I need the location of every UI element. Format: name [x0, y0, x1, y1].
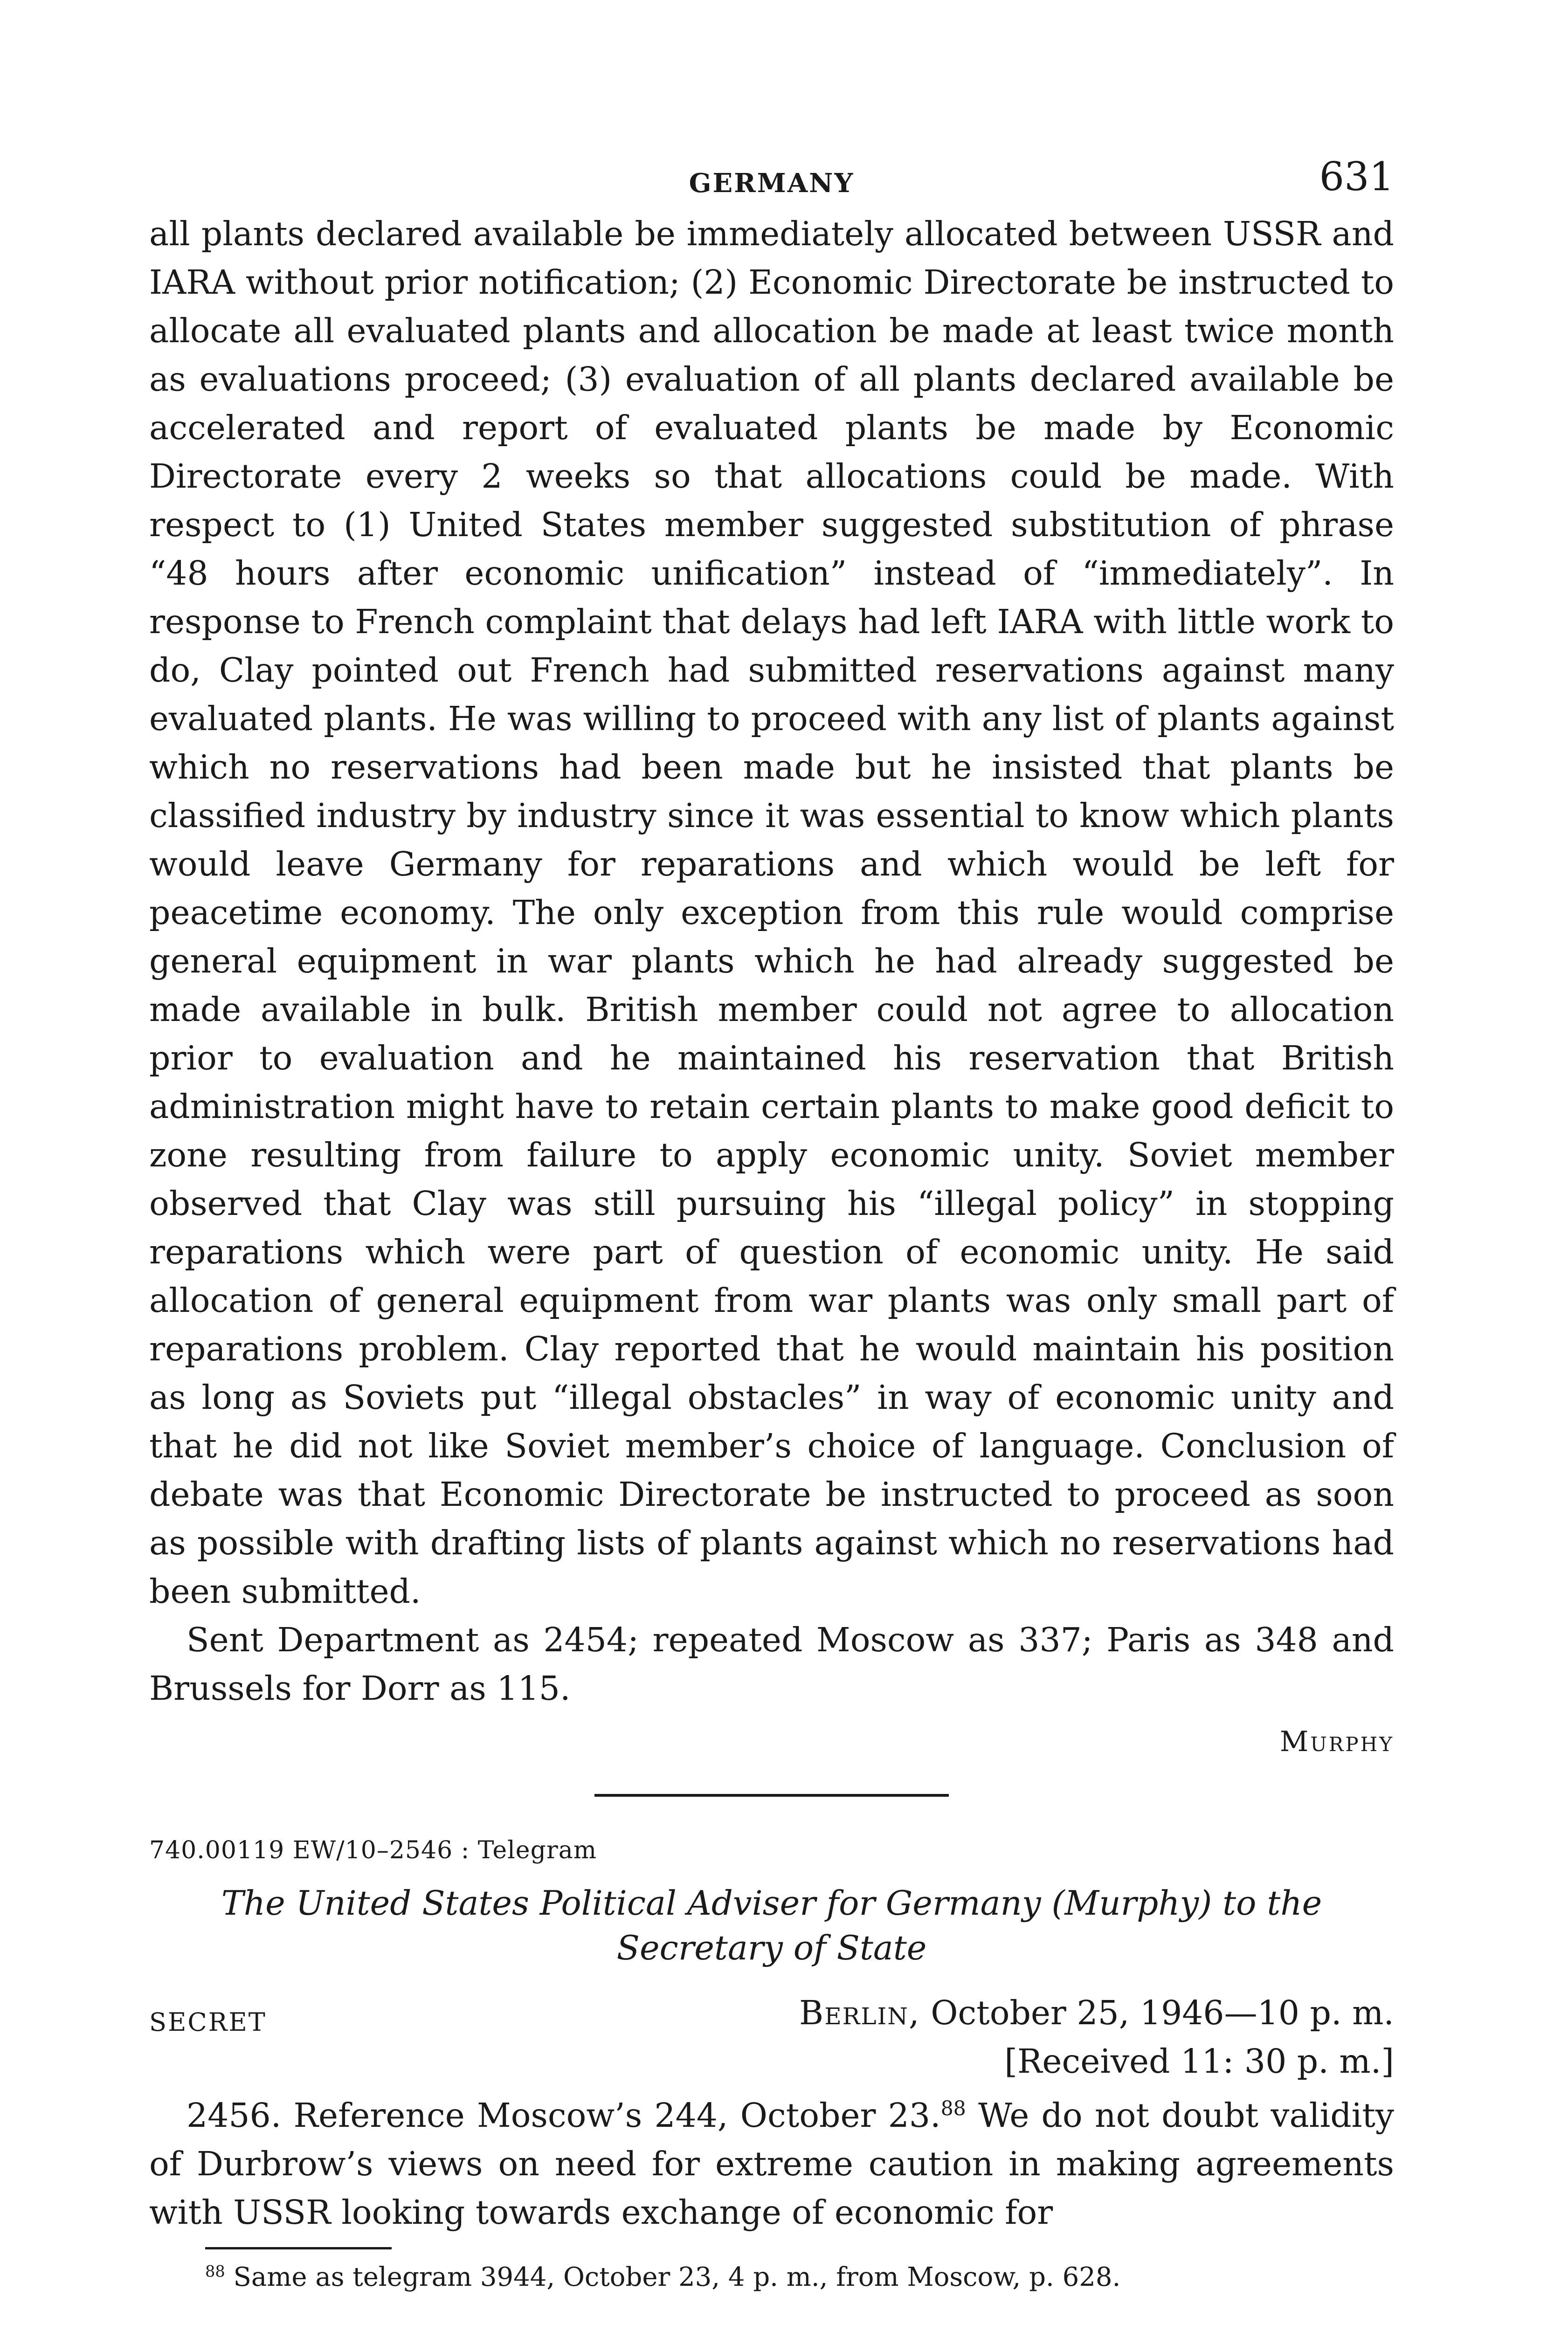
heading-line-2: Secretary of State	[616, 1928, 927, 1967]
section-divider	[594, 1794, 949, 1797]
telegram-body	[149, 2091, 1394, 2237]
place-name: Berlin,	[799, 1993, 920, 2032]
sent-line: Sent Department as 2454; repeated Moscow as 337; Paris as 348 and Brussels for Dorr as 115.	[149, 1621, 1394, 1708]
place-date	[799, 1993, 1394, 2032]
file-reference: 740.00119 EW/10–2546 : Telegram	[149, 1836, 597, 1864]
continuation-paragraph: all plants declared available be immediately allocated between USSR and IARA without prior notification; (2) Economic Directorate be instructed to allocate all evaluated plants and allocation be made at least twice month as evaluations proceed; (3) evaluation of all plants declared available be accelerated and report of evaluated plants be made by Economic Directorate every 2 weeks so that allocations could be made. With respect to (1) United States member suggested substitution of phrase “48 hours after economic unification” instead of “immediately”. In response to French complaint that delays had left IARA with little work to do, Clay pointed out French had submitted reservations against many evaluated plants. He was willing to proceed with any list of plants against which no reservations had been made but he insisted that plants be classified industry by industry since it was essential to know which plants would leave Germany for reparations and which would be left for peacetime economy. The only exception from this rule would comprise general equipment in war plants which he had already suggested be made available in bulk. British member could not agree to allocation prior to evaluation and he maintained his reservation that British administration might have to retain certain plants to make good deficit to zone resulting from failure to apply economic unity. Soviet member observed that Clay was still pursuing his “illegal policy” in stopping reparations which were part of question of economic unity. He said allocation of general equipment from war plants was only small part of reparations problem. Clay reported that he would maintain his position as long as Soviets put “illegal obstacles” in way of economic unity and that he did not like Soviet member’s choice of language. Conclusion of debate was that Economic Directorate be instructed to proceed as soon as possible with drafting lists of plants against which no reservations had been submitted.	[149, 214, 1394, 1611]
received-time: [Received 11: 30 p. m.]	[1004, 2042, 1394, 2081]
classification-label: SECRET	[149, 2007, 267, 2037]
footnote-text: Same as telegram 3944, October 23, 4 p. m., from Moscow, p. 628.	[225, 2262, 1121, 2292]
telegram-body-rest: We do not doubt validity of Durbrow’s views on need for extreme caution in making agreements with USSR looking towards exchange of economic for	[149, 2096, 1394, 2232]
date-time: October 25, 1946—10 p. m.	[931, 1993, 1394, 2032]
running-title: GERMANY	[689, 168, 855, 199]
running-header	[149, 154, 1394, 210]
document-heading	[149, 1881, 1394, 1970]
heading-line-1: The United States Political Adviser for Germany (Murphy) to the	[221, 1883, 1322, 1923]
footnote-divider	[205, 2247, 392, 2249]
continuation-section	[149, 210, 1394, 1766]
document-page	[149, 154, 1394, 2296]
signature: Murphy	[1279, 1725, 1394, 1758]
dateline	[149, 1993, 1394, 2091]
telegram-paragraph	[149, 2091, 1394, 2237]
footnote-reference[interactable]: 88	[940, 2097, 966, 2121]
telegram-body-start: 2456. Reference Moscow’s 244, October 23.	[187, 2096, 941, 2135]
footnote-marker: 88	[205, 2262, 225, 2281]
page-number: 631	[1319, 154, 1394, 200]
footnote	[149, 2259, 1394, 2296]
